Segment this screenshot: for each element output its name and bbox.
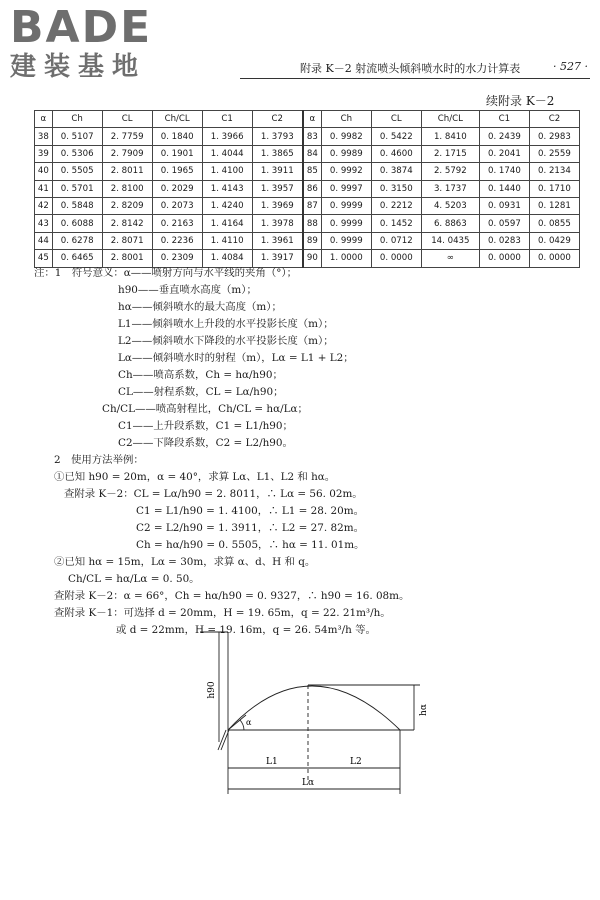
table-cell: 0. 1452 <box>371 215 421 232</box>
table-cell: 0. 6278 <box>52 232 102 249</box>
table-row <box>35 215 580 232</box>
table-cell: 1. 3969 <box>252 197 303 214</box>
trajectory-diagram <box>200 622 440 794</box>
def-c1: C1——上升段系数，C1 = L1/h90； <box>118 420 293 432</box>
table-cell: 39 <box>35 145 53 162</box>
alpha-arc <box>240 720 244 730</box>
table-cell: 43 <box>35 215 53 232</box>
table-cell: 2. 8100 <box>102 180 152 197</box>
def-l2: L2——倾斜喷水下降段的水平投影长度（m）； <box>118 335 334 347</box>
table-cell: 45 <box>35 250 53 267</box>
logo-main-text: BADE <box>10 2 153 53</box>
label-l1: L1 <box>266 757 278 767</box>
table-cell: 87 <box>303 197 321 214</box>
table-cell: 1. 4164 <box>202 215 252 232</box>
example-1-line-l2: C2 = L2/h90 = 1. 3911，∴ L2 = 27. 82m。 <box>136 522 364 534</box>
table-cell: 83 <box>303 128 321 145</box>
table-cell: 0. 9992 <box>321 163 371 180</box>
example-1-line-l1: C1 = L1/h90 = 1. 4100，∴ L1 = 28. 20m。 <box>136 505 364 517</box>
table-cell: 0. 0429 <box>529 232 579 249</box>
site-logo <box>10 2 153 82</box>
table-cell: 0. 5505 <box>52 163 102 180</box>
table-cell: 84 <box>303 145 321 162</box>
column-header: C1 <box>202 111 252 128</box>
table-cell: 88 <box>303 215 321 232</box>
table-cell: 41 <box>35 180 53 197</box>
table-cell: 1. 3793 <box>252 128 303 145</box>
jet-direction-line <box>228 715 246 730</box>
table-cell: 0. 2134 <box>529 163 579 180</box>
table-cell: 2. 8011 <box>102 163 152 180</box>
table-row <box>35 250 580 267</box>
table-cell: 0. 2041 <box>479 145 529 162</box>
label-l2: L2 <box>350 757 362 767</box>
def-c2: C2——下降段系数，C2 = L2/h90。 <box>118 437 293 449</box>
table-cell: 85 <box>303 163 321 180</box>
table-cell: 1. 4100 <box>202 163 252 180</box>
example-1-line-ha: Ch = hα/h90 = 0. 5505，∴ hα = 11. 01m。 <box>136 539 365 551</box>
table-cell: 1. 3961 <box>252 232 303 249</box>
table-cell: 0. 9989 <box>321 145 371 162</box>
table-cell: 86 <box>303 180 321 197</box>
table-cell: 0. 0855 <box>529 215 579 232</box>
table-cell: 0. 9999 <box>321 197 371 214</box>
note-2-heading: 2 使用方法举例： <box>54 454 144 466</box>
header-title: 附录 K－2 射流喷头倾斜喷水时的水力计算表 <box>300 62 521 75</box>
table-cell: 0. 1840 <box>152 128 202 145</box>
table-cell: 0. 5306 <box>52 145 102 162</box>
def-h90: h90——垂直喷水高度（m）； <box>118 284 257 296</box>
table-cell: 0. 2309 <box>152 250 202 267</box>
page-number: · 527 · <box>553 60 588 73</box>
logo-sub-text: 建装基地 <box>10 52 147 82</box>
note-1-heading: 注：1 符号意义：α——喷射方向与水平线的夹角（°）； <box>34 267 297 279</box>
table-cell: 1. 3966 <box>202 128 252 145</box>
table-row <box>35 163 580 180</box>
column-header: C2 <box>252 111 303 128</box>
table-cell: 0. 0931 <box>479 197 529 214</box>
table-row <box>35 232 580 249</box>
table-cell: 0. 9997 <box>321 180 371 197</box>
example-2-lookup-k2: 查附录 K－2：α = 66°，Ch = hα/h90 = 0. 9327，∴ h90 = 16. 08m。 <box>54 590 410 602</box>
column-header: α <box>303 111 321 128</box>
table-cell: 1. 4240 <box>202 197 252 214</box>
table-cell: 6. 8863 <box>421 215 479 232</box>
column-header: Ch <box>321 111 371 128</box>
table-cell: 0. 9999 <box>321 215 371 232</box>
example-2-given: ②已知 hα = 15m，Lα = 30m，求算 α、d、H 和 q。 <box>54 556 316 568</box>
table-row <box>35 180 580 197</box>
table-cell: 1. 4143 <box>202 180 252 197</box>
table-cell: 0. 3874 <box>371 163 421 180</box>
table-cell: 0. 1965 <box>152 163 202 180</box>
table-cell: 0. 1281 <box>529 197 579 214</box>
def-la: Lα——倾斜喷水时的射程（m），Lα = L1 + L2； <box>118 352 354 364</box>
table-cell: 1. 0000 <box>321 250 371 267</box>
column-header: Ch/CL <box>152 111 202 128</box>
table-cell: 2. 8001 <box>102 250 152 267</box>
table-cell: 0. 1740 <box>479 163 529 180</box>
column-header: Ch <box>52 111 102 128</box>
table-cell: 0. 2983 <box>529 128 579 145</box>
table-cell: 42 <box>35 197 53 214</box>
table-cell: 90 <box>303 250 321 267</box>
table-cell: 0. 1440 <box>479 180 529 197</box>
table-cell: 0. 5701 <box>52 180 102 197</box>
column-header: CL <box>371 111 421 128</box>
table-cell: 1. 8410 <box>421 128 479 145</box>
table-body <box>35 128 580 267</box>
table-cell: 0. 0712 <box>371 232 421 249</box>
column-header: CL <box>102 111 152 128</box>
table-cell: 1. 4084 <box>202 250 252 267</box>
table-cell: 2. 5792 <box>421 163 479 180</box>
example-2-lookup-k1: 查附录 K－1：可选择 d = 20mm，H = 19. 65m，q = 22. 21m³/h。 <box>54 607 391 619</box>
table-cell: 0. 5422 <box>371 128 421 145</box>
column-header: Ch/CL <box>421 111 479 128</box>
table-cell: 0. 9999 <box>321 232 371 249</box>
table-cell: 0. 0000 <box>529 250 579 267</box>
table-cell: ∞ <box>421 250 479 267</box>
table-cell: 1. 3978 <box>252 215 303 232</box>
table-cell: 2. 1715 <box>421 145 479 162</box>
def-ha: hα——倾斜喷水的最大高度（m）； <box>118 301 282 313</box>
table-cell: 0. 2212 <box>371 197 421 214</box>
table-row <box>35 145 580 162</box>
table-cell: 0. 2073 <box>152 197 202 214</box>
table-cell: 44 <box>35 232 53 249</box>
table-cell: 0. 2236 <box>152 232 202 249</box>
def-ch-cl: Ch/CL——喷高射程比，Ch/CL = hα/Lα； <box>102 403 308 415</box>
example-1-given: ①已知 h90 = 20m，α = 40°，求算 Lα、L1、L2 和 hα。 <box>54 471 336 483</box>
example-2-alternative: 或 d = 22mm，H = 19. 16m，q = 26. 54m³/h 等。 <box>116 624 376 636</box>
table-cell: 0. 1901 <box>152 145 202 162</box>
table-cell: 0. 0597 <box>479 215 529 232</box>
table-cell: 1. 4110 <box>202 232 252 249</box>
table-row <box>35 128 580 145</box>
table-cell: 2. 7909 <box>102 145 152 162</box>
table-cell: 2. 8209 <box>102 197 152 214</box>
header-rule <box>240 78 590 79</box>
table-cell: 0. 2439 <box>479 128 529 145</box>
table-cell: 2. 8071 <box>102 232 152 249</box>
table-cell: 38 <box>35 128 53 145</box>
table-cell: 14. 0435 <box>421 232 479 249</box>
label-alpha: α <box>246 718 252 727</box>
table-cell: 0. 6465 <box>52 250 102 267</box>
label-la: Lα <box>301 778 315 788</box>
table-cell: 1. 4044 <box>202 145 252 162</box>
label-h90: h90 <box>207 681 217 699</box>
table-cell: 2. 8142 <box>102 215 152 232</box>
def-cl: CL——射程系数，CL = Lα/h90； <box>118 386 284 398</box>
table-row <box>35 197 580 214</box>
jet-trajectory-arc <box>228 686 400 730</box>
table-cell: 0. 6088 <box>52 215 102 232</box>
table-cell: 0. 0000 <box>479 250 529 267</box>
table-cell: 0. 5848 <box>52 197 102 214</box>
table-cell: 1. 3865 <box>252 145 303 162</box>
def-ch: Ch——喷高系数，Ch = hα/h90； <box>118 369 283 381</box>
table-cell: 0. 3150 <box>371 180 421 197</box>
column-header: α <box>35 111 53 128</box>
table-cell: 2. 7759 <box>102 128 152 145</box>
table-cell: 1. 3911 <box>252 163 303 180</box>
table-header-row <box>35 111 580 128</box>
table-cell: 0. 4600 <box>371 145 421 162</box>
def-l1: L1——倾斜喷水上升段的水平投影长度（m）； <box>118 318 334 330</box>
example-2-ratio: Ch/CL = hα/Lα = 0. 50。 <box>68 573 200 585</box>
table-cell: 0. 9982 <box>321 128 371 145</box>
table-cell: 4. 5203 <box>421 197 479 214</box>
column-header: C1 <box>479 111 529 128</box>
table-cell: 89 <box>303 232 321 249</box>
table-cell: 1. 3917 <box>252 250 303 267</box>
table-cell: 0. 0000 <box>371 250 421 267</box>
column-header: C2 <box>529 111 579 128</box>
label-ha: hα <box>419 704 429 716</box>
example-1-line-la: 查附录 K－2：CL = Lα/h90 = 2. 8011，∴ Lα = 56. 02m。 <box>64 488 363 500</box>
table-caption: 续附录 K－2 <box>486 94 555 108</box>
page-header <box>300 60 588 76</box>
table-cell: 0. 5107 <box>52 128 102 145</box>
table-cell: 0. 2163 <box>152 215 202 232</box>
table-cell: 0. 1710 <box>529 180 579 197</box>
hydraulic-table <box>34 110 580 268</box>
table-cell: 3. 1737 <box>421 180 479 197</box>
table-cell: 0. 2029 <box>152 180 202 197</box>
table-cell: 40 <box>35 163 53 180</box>
table-cell: 0. 0283 <box>479 232 529 249</box>
table-cell: 1. 3957 <box>252 180 303 197</box>
table-cell: 0. 2559 <box>529 145 579 162</box>
